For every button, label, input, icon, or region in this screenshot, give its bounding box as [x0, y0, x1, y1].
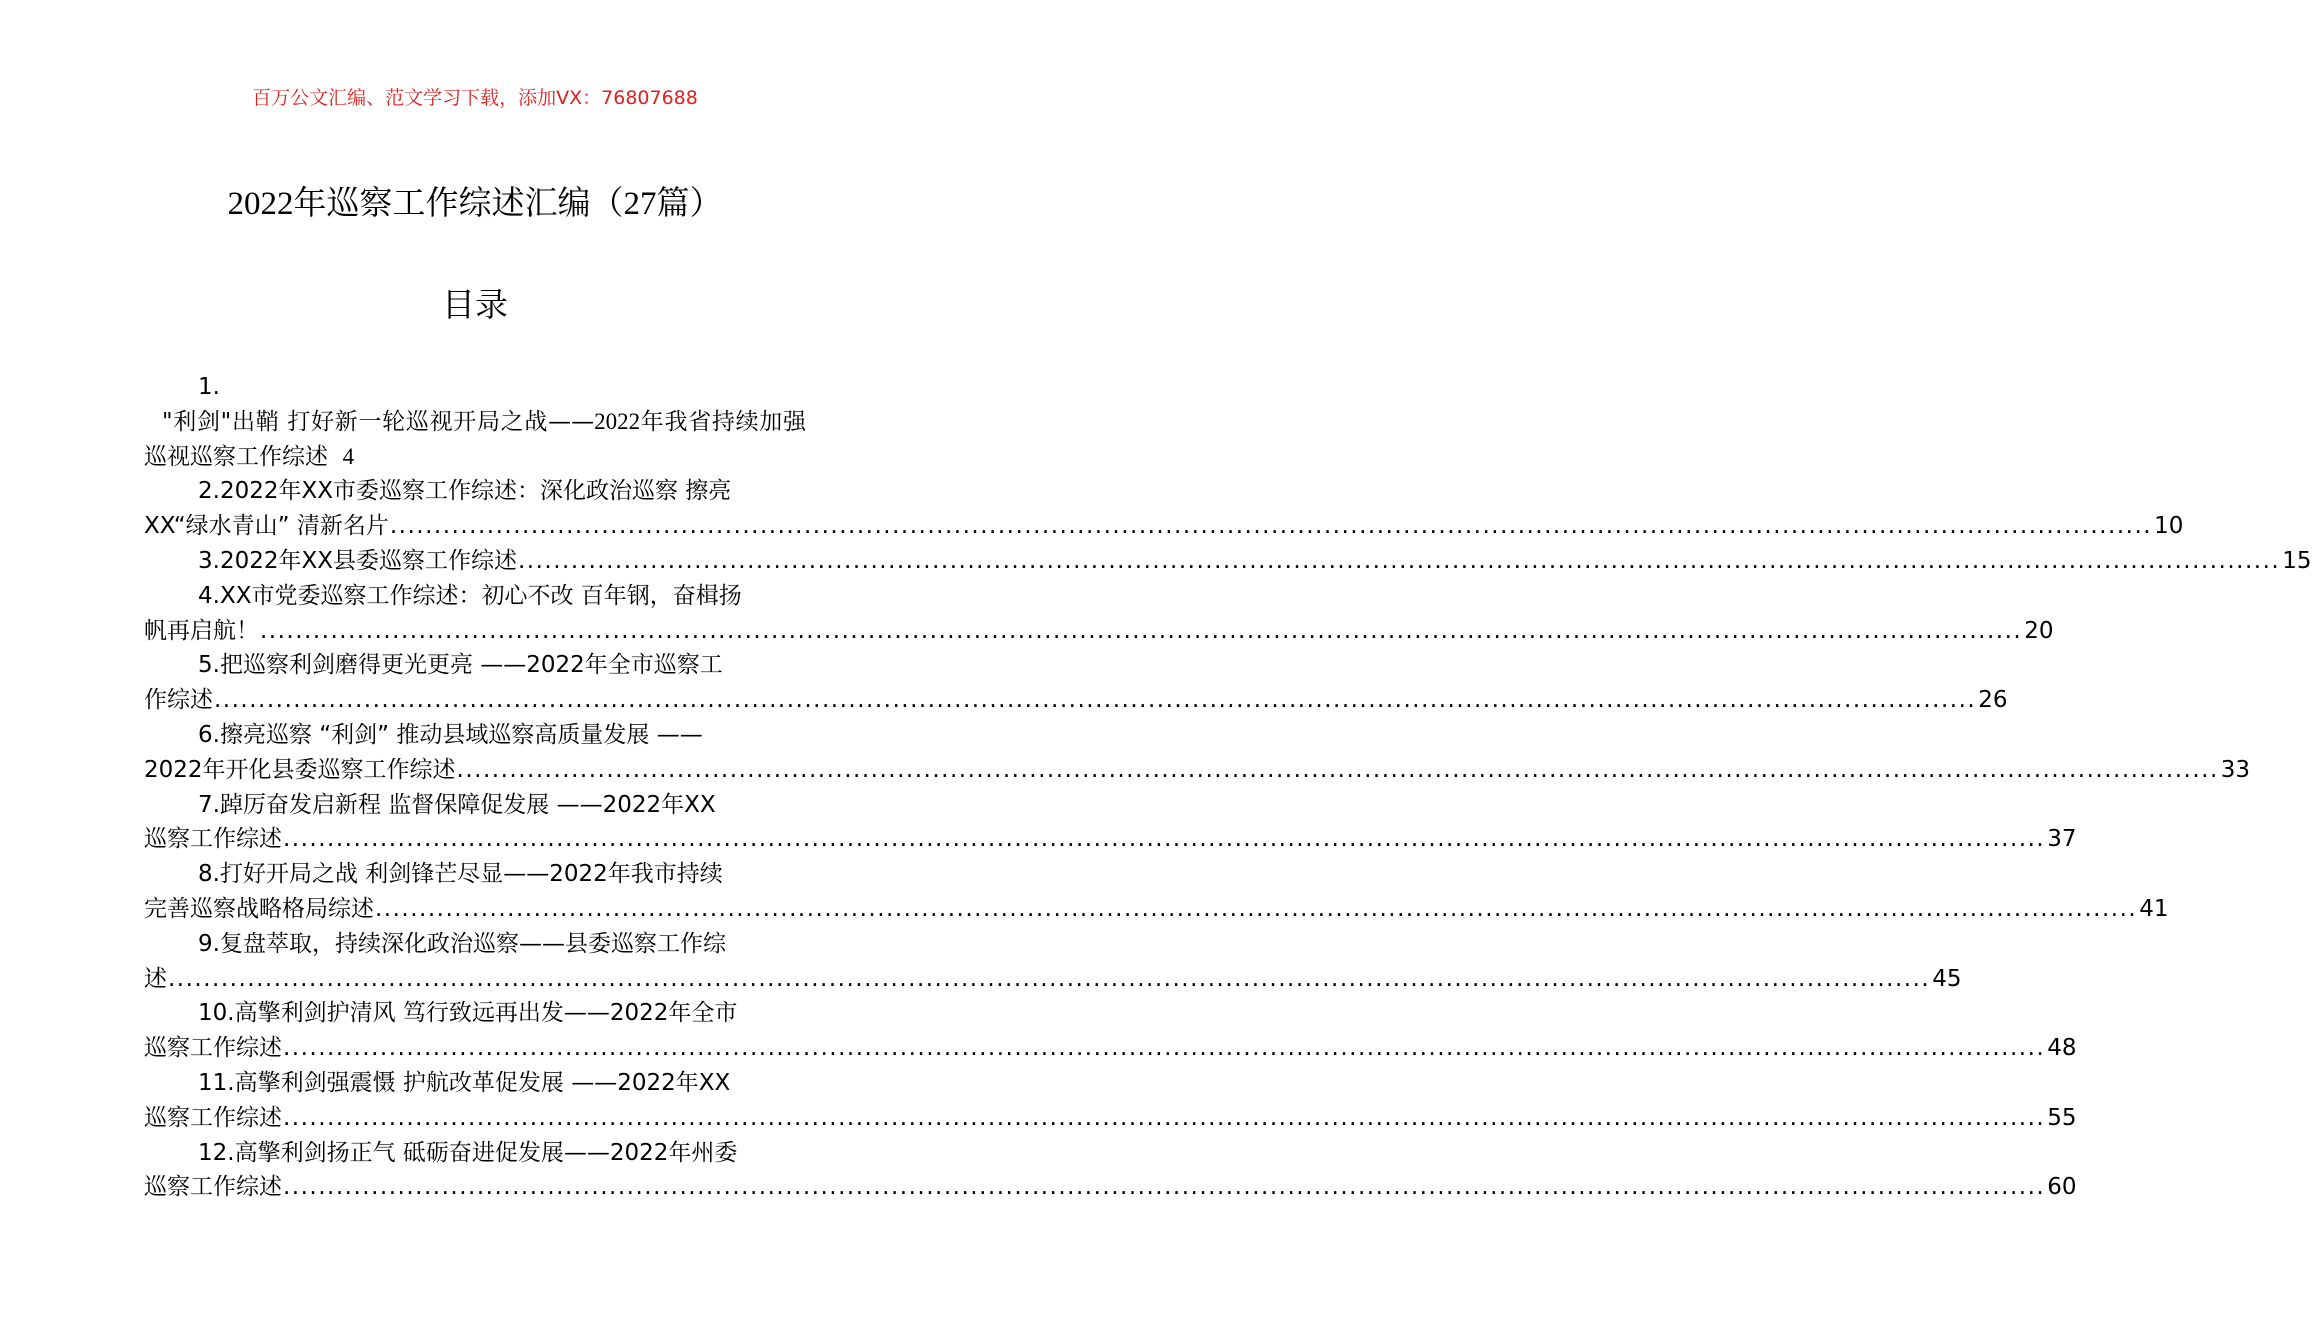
- toc-entry-text: 巡察工作综述: [144, 1035, 282, 1062]
- toc-entry-line: [144, 892, 2169, 927]
- leader-dots: ........................................................................................................................................................................................................: [518, 547, 2281, 574]
- toc-entry-line: 7.踔厉奋发启新程 监督保障促发展 ——2022年XX: [198, 791, 716, 818]
- document-title: [0, 180, 950, 227]
- toc-entry-line: [144, 614, 2054, 649]
- toc-entry-line: 2.2022年XX市委巡察工作综述：深化政治巡察 擦亮: [198, 478, 732, 505]
- leader-dots: ........................................................................................................................................................................................................: [260, 617, 2023, 644]
- toc-entry-page: 41: [2139, 895, 2169, 922]
- toc-entry-8[interactable]: [144, 857, 2169, 927]
- toc-entry-7[interactable]: [144, 788, 2077, 858]
- toc-heading: 目录: [442, 285, 508, 324]
- leader-dots: ........................................................................................................................................................................................................: [456, 756, 2219, 783]
- toc-entry-1[interactable]: [144, 370, 806, 474]
- title-count: 27: [623, 186, 657, 222]
- toc-entry-title-part: 年我省持续加强巡视巡察工作综述: [144, 408, 806, 470]
- toc-entry-text: 作综述: [144, 687, 213, 714]
- toc-entry-text: 巡察工作综述: [144, 1104, 282, 1131]
- toc-entry-page: 55: [2047, 1104, 2077, 1131]
- toc-entry-line: [144, 1031, 2077, 1066]
- toc-entry-text: 巡察工作综述: [144, 826, 282, 853]
- toc-entry-line: [144, 753, 2251, 788]
- toc-entry-text: 完善巡察战略格局综述: [144, 895, 374, 922]
- toc-entry-line: 5.把巡察利剑磨得更光更亮 ——2022年全市巡察工: [198, 652, 723, 679]
- toc-entry-3[interactable]: [144, 544, 2312, 579]
- toc-entry-page: 37: [2047, 826, 2077, 853]
- toc-entry-page: 4: [342, 443, 355, 469]
- leader-dots: ........................................................................................................................................................................................................: [283, 1104, 2046, 1131]
- toc-entry-2[interactable]: [144, 474, 2184, 544]
- toc-entry-page: 33: [2220, 756, 2251, 783]
- toc-entry-number: 1.: [198, 374, 220, 400]
- leader-dots: ........................................................................................................................................................................................................: [375, 895, 2138, 922]
- toc-entry-title: [144, 405, 806, 475]
- toc-entry-text: 巡察工作综述: [144, 1174, 282, 1201]
- toc-entry-line: [144, 1101, 2077, 1136]
- toc-entry-page: 20: [2024, 617, 2054, 644]
- toc-entry-line: [144, 509, 2184, 544]
- toc-entry-4[interactable]: [144, 579, 2054, 649]
- toc-entry-11[interactable]: [144, 1066, 2077, 1136]
- leader-dots: ........................................................................................................................................................................................................: [214, 687, 1977, 714]
- toc-entry-6[interactable]: [144, 718, 2251, 788]
- header-banner: 百万公文汇编、范文学习下载，添加VX：76807688: [252, 87, 698, 109]
- title-tail: 篇）: [656, 183, 723, 222]
- toc-entry-line: [144, 822, 2077, 857]
- leader-dots: ........................................................................................................................................................................................................: [168, 965, 1931, 992]
- toc-entry-5[interactable]: [144, 648, 2008, 718]
- leader-dots: ........................................................................................................................................................................................................: [283, 826, 2046, 853]
- toc-entry-page: 10: [2154, 513, 2184, 540]
- toc-entry-line: [144, 544, 2312, 579]
- toc-entry-line: [144, 1170, 2077, 1205]
- toc-entry-text: 3.2022年XX县委巡察工作综述: [198, 547, 517, 574]
- toc-entry-page: 45: [1932, 965, 1962, 992]
- toc-entry-line: 12.高擎利剑扬正气 砥砺奋进促发展——2022年州委: [198, 1139, 738, 1166]
- toc-entry-text: XX“绿水青山” 清新名片: [144, 513, 389, 540]
- title-main: 年巡察工作综述汇编（: [293, 183, 624, 222]
- toc-entry-title-part: "利剑"出鞘 打好新一轮巡视开局之战——: [162, 408, 595, 435]
- toc-entry-text: 2022年开化县委巡察工作综述: [144, 756, 456, 783]
- leader-dots: ........................................................................................................................................................................................................: [283, 1174, 2046, 1201]
- toc-entry-page: 60: [2047, 1174, 2077, 1201]
- toc-entry-page: 26: [1978, 687, 2008, 714]
- toc-entry-line: 9.复盘萃取，持续深化政治巡察——县委巡察工作综: [198, 930, 726, 957]
- toc-entry-line: 10.高擎利剑护清风 笃行致远再出发——2022年全市: [198, 1000, 738, 1027]
- toc-entry-line: 6.擦亮巡察 “利剑” 推动县域巡察高质量发展 ——: [198, 721, 703, 748]
- toc-entry-line: 4.XX市党委巡察工作综述：初心不改 百年钢，奋楫扬: [198, 582, 742, 609]
- toc-entry-line: [144, 683, 2008, 718]
- toc-entry-12[interactable]: [144, 1136, 2077, 1206]
- leader-dots: ........................................................................................................................................................................................................: [283, 1035, 2046, 1062]
- toc-entry-10[interactable]: [144, 996, 2077, 1066]
- toc-entry-line: 11.高擎利剑强震慑 护航改革促发展 ——2022年XX: [198, 1069, 731, 1096]
- toc-entry-page: 48: [2047, 1035, 2077, 1062]
- toc-entry-title-year: 2022: [594, 408, 641, 434]
- toc-entry-text: 帆再启航！: [144, 617, 259, 644]
- toc-entry-9[interactable]: [144, 927, 1962, 997]
- toc-entry-line: [144, 962, 1962, 997]
- toc-entry-line: 8.打好开局之战 利剑锋芒尽显——2022年我市持续: [198, 861, 723, 888]
- table-of-contents: [144, 370, 2312, 1205]
- toc-entry-text: 述: [144, 965, 167, 992]
- title-year: 2022: [227, 186, 294, 222]
- leader-dots: ........................................................................................................................................................................................................: [389, 513, 2153, 540]
- toc-entry-page: 15: [2282, 547, 2312, 574]
